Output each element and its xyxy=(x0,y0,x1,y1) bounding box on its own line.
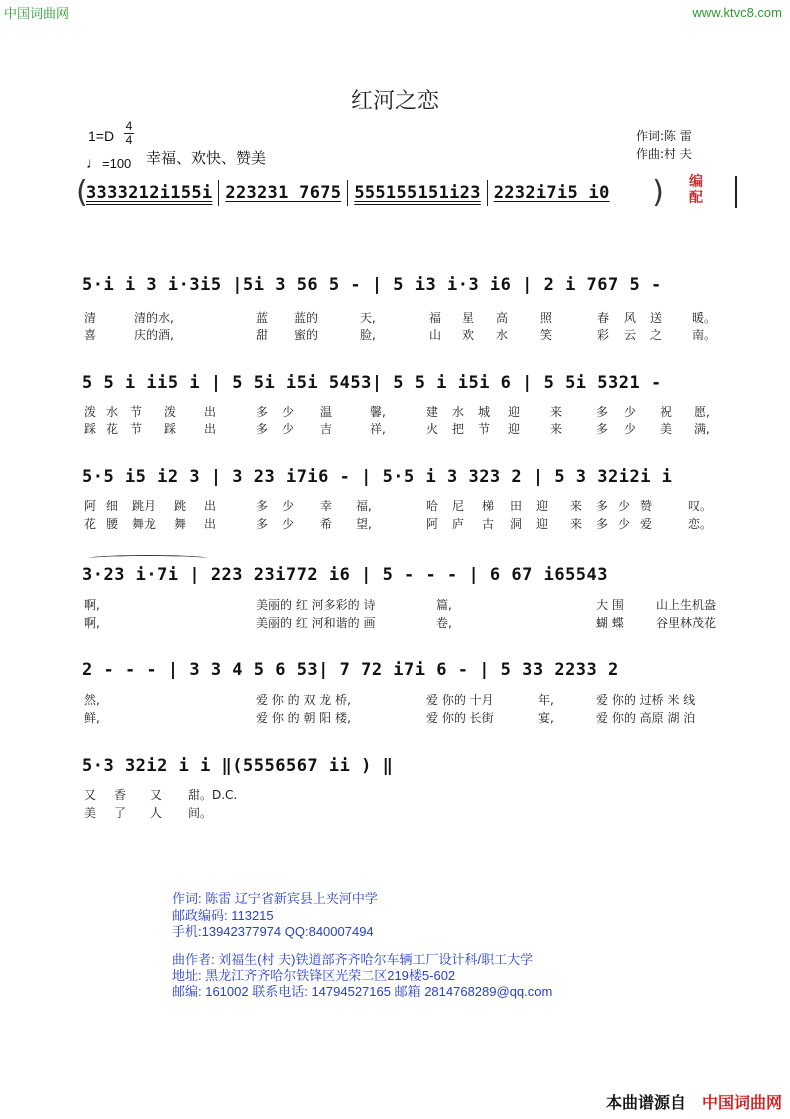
intro-system xyxy=(76,175,740,212)
system-3-notes: 5·5 i5 i2 3 | 3 23 i7i6 - | 5·5 i 3 323 2 | 5 3 32i2i i xyxy=(82,467,673,487)
composer-credit: 作曲:村 夫 xyxy=(636,147,692,161)
system-5-lyrics-verse-1: 然, 爱 你 的 双 龙 桥, 爱 你的 十月 年, 爱 你的 过桥 米 线 xyxy=(84,693,696,707)
arranger-logo xyxy=(676,174,716,208)
intro-bar-4: 2232i7i5 i0 xyxy=(493,183,610,203)
system-1-notes: 5·i i 3 i·3i5 |5i 3 56 5 - | 5 i3 i·3 i6 | 2 i 767 5 - xyxy=(82,275,662,295)
barline xyxy=(218,180,219,206)
logo-char-2: 配 xyxy=(689,190,703,206)
system-1-lyrics-verse-2: 喜 庆的酒, 甜 蜜的 脸, 山 欢 水 笑 彩 云 之 南。 xyxy=(84,328,717,342)
system-6-lyrics-verse-1: 又 香 又 甜。D.C. xyxy=(84,788,238,802)
quarter-note-icon: ♩ xyxy=(86,155,101,172)
footer-composer-contact: 邮编: 161002 联系电话: 14794527165 邮箱 2814768289@qq.com xyxy=(172,984,553,999)
system-6-notes: 5·3 32i2 i i ‖(5556567 ii ) ‖ xyxy=(82,756,394,776)
intro-notes xyxy=(86,180,610,206)
source-site-link[interactable]: 中国词曲网 xyxy=(701,1093,782,1112)
system-end-barline xyxy=(735,176,737,208)
repeat-open-bracket: ( xyxy=(76,175,88,210)
footer-composer-line: 曲作者: 刘福生(村 夫)铁道部齐齐哈尔车辆工厂设计科/职工大学 xyxy=(172,952,534,967)
system-2-notes: 5 5 i ii5 i | 5 5i i5i 5453| 5 5 i i5i 6 | 5 5i 5321 - xyxy=(82,373,662,393)
intro-bar-2: 223231 7675 xyxy=(225,183,342,203)
system-2-lyrics-verse-2: 踩 花 节 踩 出 多 少 吉 祥, 火 把 节 迎 来 多 少 美 满, xyxy=(84,422,710,436)
watermark-site-url: www.ktvc8.com xyxy=(692,5,782,20)
system-4-notes: 3·23 i·7i | 223 23i772 i6 | 5 - - - | 6 67 i65543 xyxy=(82,565,609,585)
key-signature: 1=D xyxy=(88,128,115,144)
system-3-lyrics-verse-1: 阿 细 跳月 跳 出 多 少 幸 福, 哈 尼 梯 田 迎 来 多 少 赞 叹。 xyxy=(84,499,713,513)
system-4-lyrics-verse-2: 啊, 美丽的 红 河和谐的 画 卷, 蝴 蝶 谷里林茂花 xyxy=(84,616,717,630)
system-3-lyrics-verse-2: 花 腰 舞龙 舞 出 多 少 希 望, 阿 庐 古 洞 迎 来 多 少 爱 恋。 xyxy=(84,517,713,531)
barline xyxy=(347,180,348,206)
barline xyxy=(487,180,488,206)
system-6-lyrics-verse-2: 美 了 人 间。 xyxy=(84,806,213,820)
system-4-lyrics-verse-1: 啊, 美丽的 红 河多彩的 诗 篇, 大 围 山上生机盎 xyxy=(84,598,717,612)
footer-lyricist-line: 作词: 陈雷 辽宁省新宾县上夹河中学 xyxy=(172,891,378,906)
time-signature xyxy=(124,120,134,147)
system-5-lyrics-verse-2: 鲜, 爱 你 的 朝 阳 楼, 爱 你的 长街 宴, 爱 你的 高原 湖 泊 xyxy=(84,711,696,725)
source-label: 本曲谱源自 xyxy=(605,1093,686,1112)
intro-bar-3: 555155151i23 xyxy=(354,183,481,203)
system-1-lyrics-verse-1: 清 清的水, 蓝 蓝的 天, 福 星 高 照 春 风 送 暖。 xyxy=(84,311,717,325)
watermark-site-name: 中国词曲网 xyxy=(4,7,70,22)
logo-char-1: 编 xyxy=(689,174,703,190)
lyricist-credit: 作词:陈 雷 xyxy=(636,129,692,143)
footer-composer-address: 地址: 黑龙江齐齐哈尔铁锋区光荣二区219楼5-602 xyxy=(172,968,456,983)
system-2-lyrics-verse-1: 泼 水 节 泼 出 多 少 温 馨, 建 水 城 迎 来 多 少 祝 愿, xyxy=(84,405,710,419)
song-title: 红河之恋 xyxy=(350,89,439,114)
footer-lyricist-phone: 手机:13942377974 QQ:840007494 xyxy=(172,924,374,939)
meter-top: 4 xyxy=(125,119,133,133)
tempo-marking xyxy=(86,155,131,172)
slur-arc xyxy=(88,555,208,562)
footer-lyricist-zip: 邮政编码: 113215 xyxy=(172,908,274,923)
tempo-value: =100 xyxy=(102,156,132,171)
source-credit xyxy=(606,1090,782,1113)
intro-bar-1: 3333212i155i xyxy=(86,183,213,203)
mood-marking: 幸福、欢快、赞美 xyxy=(146,149,267,167)
meter-bottom: 4 xyxy=(125,133,133,147)
repeat-close-bracket: ) xyxy=(652,175,664,210)
system-5-notes: 2 - - - | 3 3 4 5 6 53| 7 72 i7i 6 - | 5 33 2233 2 xyxy=(82,660,619,680)
